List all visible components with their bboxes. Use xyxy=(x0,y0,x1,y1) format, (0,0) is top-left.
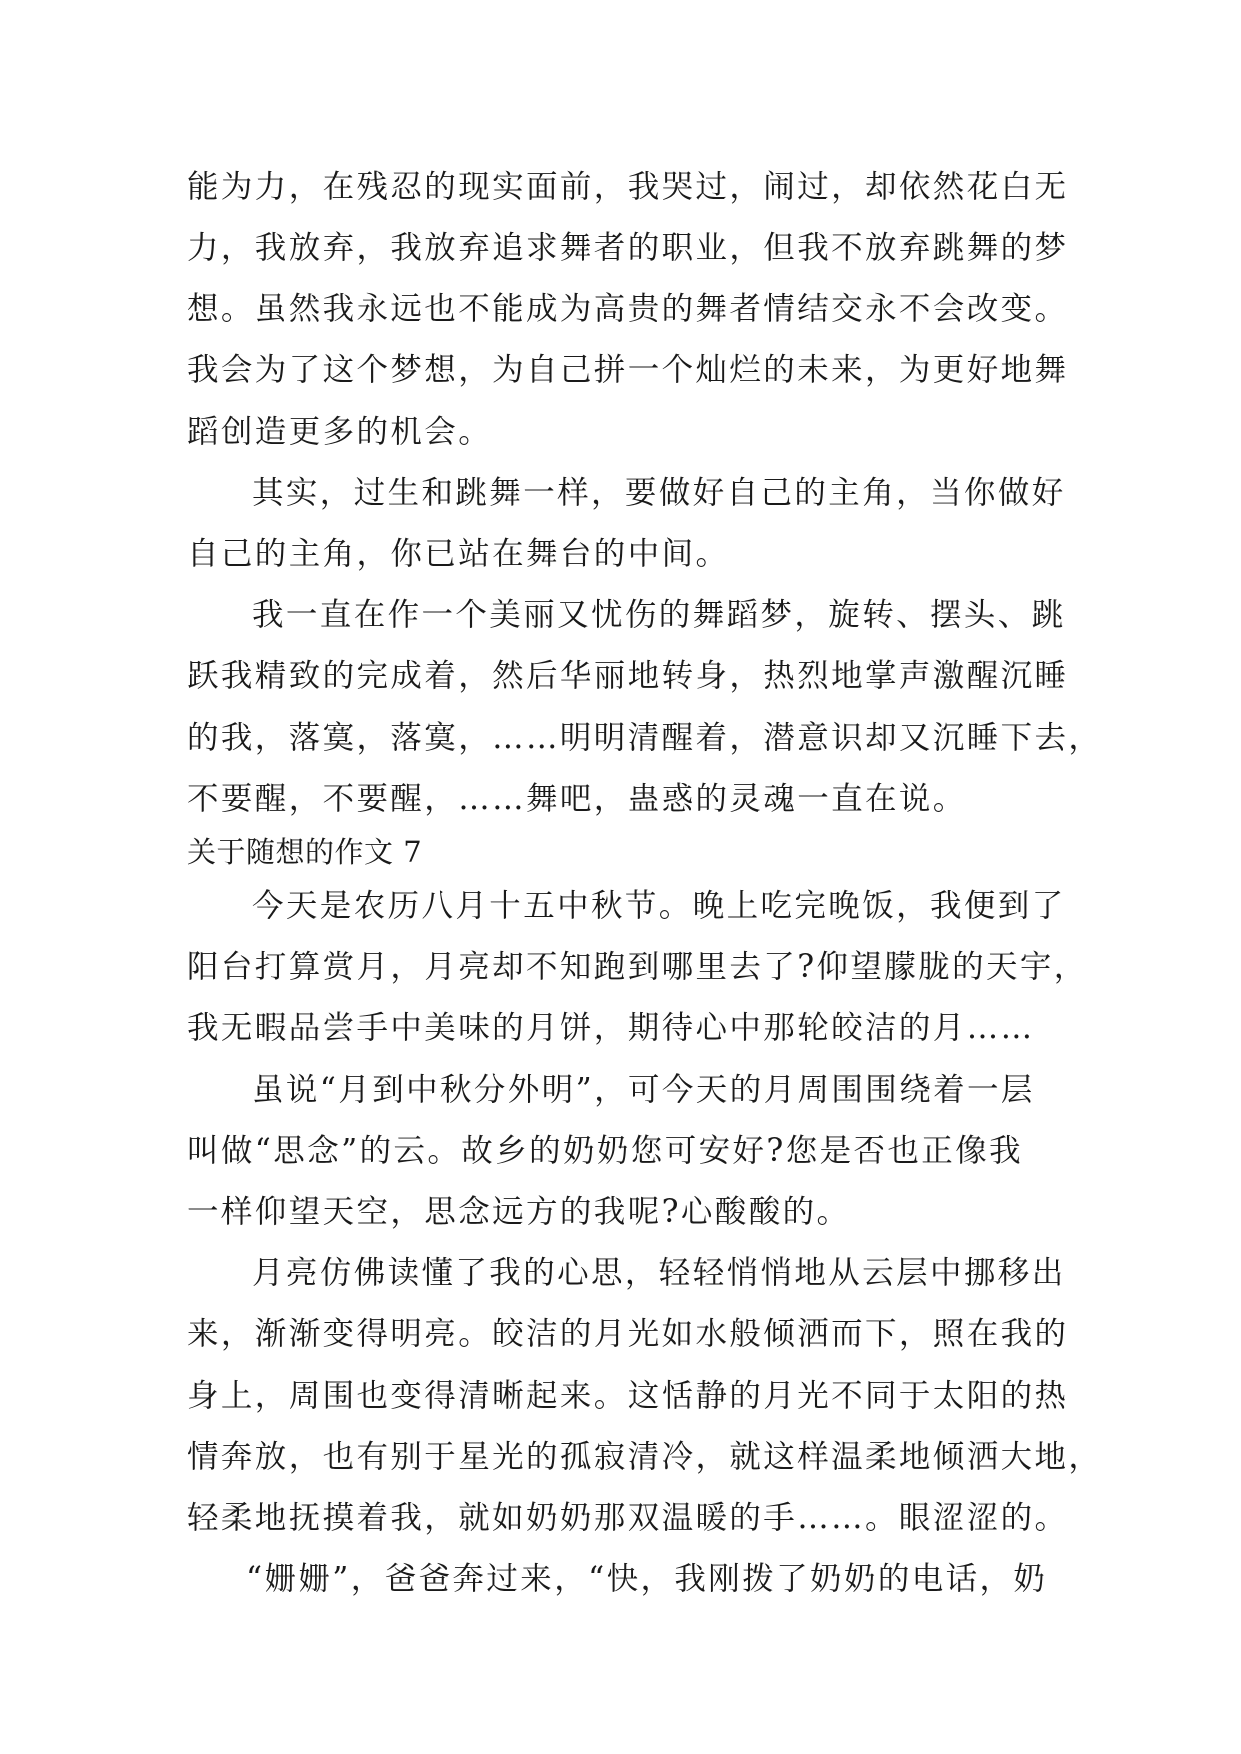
paragraph-line: 不要醒，不要醒，……舞吧，蛊惑的灵魂一直在说。 xyxy=(187,781,967,817)
paragraph-line: 想。虽然我永远也不能成为高贵的舞者情结交永不会改变。 xyxy=(187,291,1069,327)
paragraph-line: 其实，过生和跳舞一样，要做好自己的主角，当你做好 xyxy=(252,475,1066,511)
paragraph-line: 自己的主角，你已站在舞台的中间。 xyxy=(187,536,730,572)
paragraph-line: 情奔放，也有别于星光的孤寂清冷，就这样温柔地倾洒大地， xyxy=(187,1439,1103,1475)
paragraph-line: 轻柔地抚摸着我，就如奶奶那双温暖的手……。眼涩涩的。 xyxy=(187,1500,1069,1536)
paragraph-line: 来，渐渐变得明亮。皎洁的月光如水般倾洒而下，照在我的 xyxy=(187,1316,1069,1352)
paragraph-line: 今天是农历八月十五中秋节。晚上吃完晚饭，我便到了 xyxy=(252,888,1066,924)
paragraph-line: 身上，周围也变得清晰起来。这恬静的月光不同于太阳的热 xyxy=(187,1378,1069,1414)
paragraph-line: 力，我放弃，我放弃追求舞者的职业，但我不放弃跳舞的梦 xyxy=(187,230,1069,266)
section-heading: 关于随想的作文 7 xyxy=(187,835,423,869)
paragraph-line: 蹈创造更多的机会。 xyxy=(187,414,493,450)
paragraph-line: 能为力，在残忍的现实面前，我哭过，闹过，却依然花白无 xyxy=(187,169,1069,205)
paragraph-line: 我会为了这个梦想，为自己拼一个灿烂的未来，为更好地舞 xyxy=(187,352,1069,388)
paragraph-line: 一样仰望天空，思念远方的我呢?心酸酸的。 xyxy=(187,1194,851,1230)
paragraph-line: “姗姗”，爸爸奔过来，“快，我刚拨了奶奶的电话，奶 xyxy=(246,1561,1048,1597)
paragraph-line: 我无暇品尝手中美味的月饼，期待心中那轮皎洁的月…… xyxy=(187,1010,1035,1046)
paragraph-line: 阳台打算赏月，月亮却不知跑到哪里去了?仰望朦胧的天宇， xyxy=(187,949,1088,985)
paragraph-line: 叫做“思念”的云。故乡的奶奶您可安好?您是否也正像我 xyxy=(187,1133,1023,1169)
paragraph-line: 虽说“月到中秋分外明”，可今天的月周围围绕着一层 xyxy=(252,1072,1035,1108)
paragraph-line: 跃我精致的完成着，然后华丽地转身，热烈地掌声激醒沉睡 xyxy=(187,658,1069,694)
paragraph-line: 的我，落寞，落寞，……明明清醒着，潜意识却又沉睡下去， xyxy=(187,720,1103,756)
paragraph-line: 月亮仿佛读懂了我的心思，轻轻悄悄地从云层中挪移出 xyxy=(252,1255,1066,1291)
paragraph-line: 我一直在作一个美丽又忧伤的舞蹈梦，旋转、摆头、跳 xyxy=(252,597,1066,633)
